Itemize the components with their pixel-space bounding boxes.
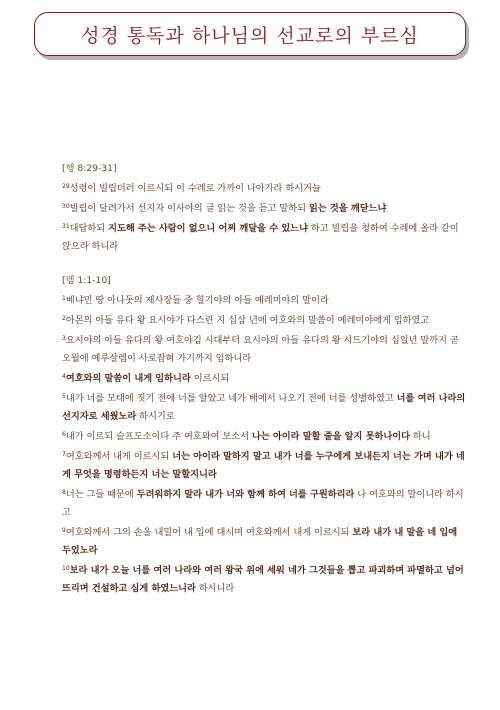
verse-number: 2 <box>62 315 66 322</box>
scripture-reference: [렘 1:1-10] <box>62 275 111 286</box>
verse-number: 6 <box>62 431 66 438</box>
scripture-reference: [행 8:29-31] <box>62 163 117 174</box>
verse-number: 3 <box>62 335 66 342</box>
verse-number: 10 <box>62 565 70 572</box>
verse-number: 9 <box>62 527 66 534</box>
title-box <box>34 12 466 56</box>
verse <box>62 292 468 310</box>
verse <box>62 332 468 368</box>
verse <box>62 524 468 560</box>
verse-text: 여호와께서 그의 손을 내밀어 내 입에 대시며 여호와께서 내게 이르시되 <box>65 527 353 538</box>
verse-number: 5 <box>62 393 66 400</box>
verse-text: 내가 너를 모태에 짓기 전에 너를 알았고 네가 배에서 나오기 전에 너를 성별하였고 <box>65 393 397 404</box>
page-title: 성경 통독과 하나님의 선교로의 부르심 <box>81 24 419 47</box>
verse-emphasis: 보라 내가 내 말을 네 입에 두었노라 <box>62 527 458 556</box>
verse-emphasis: 너를 여러 나라의 선지자로 세웠노라 <box>62 393 466 422</box>
verse <box>62 180 468 198</box>
verse-text: 너는 그들 때문에 <box>65 489 137 500</box>
verse-text: 성령이 빌립더러 이르시되 이 수레로 가까이 나아가라 하시거늘 <box>69 183 321 194</box>
verse-number: 7 <box>62 451 66 458</box>
verse <box>62 428 468 446</box>
verse-text: 나 여호와의 말이니라 하시고 <box>62 489 464 518</box>
verse-text: 하고 빌립을 청하여 수레에 올라 같이 앉으라 하니라 <box>62 223 459 252</box>
verse <box>62 448 468 484</box>
verse <box>62 390 468 426</box>
verse-text: 여호와께서 내게 이르시되 <box>65 451 173 462</box>
verse-text: 요시야의 아들 유다의 왕 여호야김 시대부터 요시야의 아들 유다의 왕 시드기야의 십일년 말까지 곧 오월에 예루살렘이 사로잡혀 가기까지 임하니라 <box>62 335 459 364</box>
verse-number: 4 <box>62 373 66 380</box>
verse <box>62 200 468 218</box>
verse-text: 하시기로 <box>136 411 175 422</box>
verse-number: 1 <box>62 295 66 302</box>
verse <box>62 370 468 388</box>
verse-emphasis: 지도해 주는 사람이 없으니 어찌 깨달을 수 있느냐 <box>108 223 308 234</box>
verse-emphasis: 두려워하지 말라 내가 너와 함께 하여 너를 구원하리라 <box>136 489 355 500</box>
verse-emphasis: 나는 아이라 말할 줄을 알지 못하나이다 <box>251 431 410 442</box>
verse-text: 아몬의 아들 유다 왕 요시야가 다스린 지 십삼 년에 여호와의 말씀이 예레미야에게 임하였고 <box>65 315 430 326</box>
scripture-section-acts <box>62 160 468 258</box>
verse-text: 베냐민 땅 아나돗의 제사장들 중 힐기야의 아들 예레미야의 말이라 <box>65 295 329 306</box>
verse-emphasis: 보라 내가 오늘 너를 여러 나라와 여러 왕국 위에 세워 네가 그것들을 뽑고 파괴하며 파멸하고 넘어뜨리며 건설하고 심게 하였느니라 <box>62 565 464 594</box>
verse-text: 빌립이 달려가서 선지자 이사야의 글 읽는 것을 듣고 말하되 <box>69 203 309 214</box>
verse-text: 대답하되 <box>69 223 109 234</box>
verse-list <box>62 292 468 598</box>
verse-number: 30 <box>62 203 70 210</box>
verse <box>62 486 468 522</box>
scripture-section-jeremiah <box>62 272 468 600</box>
verse-emphasis: 여호와의 말씀이 내게 임하니라 <box>65 373 191 384</box>
verse-number: 8 <box>62 489 66 496</box>
verse <box>62 562 468 598</box>
verse-number: 29 <box>62 183 70 190</box>
verse <box>62 312 468 330</box>
verse-text: 하시니라 <box>195 583 235 594</box>
verse-emphasis: 읽는 것을 깨닫느냐 <box>308 203 387 214</box>
verse-text: 하니 <box>409 431 431 442</box>
verse-text: 이르시되 <box>190 373 230 384</box>
verse-number: 31 <box>62 223 70 230</box>
verse-emphasis: 너는 아이라 말하지 말고 내가 너를 누구에게 보내든지 너는 가며 내가 네게 무엇을 명령하든지 너는 말할지니라 <box>62 451 465 480</box>
verse-list <box>62 180 468 256</box>
verse-text: 내가 이르되 슬프도소이다 주 여호와여 보소서 <box>65 431 252 442</box>
verse <box>62 220 468 256</box>
